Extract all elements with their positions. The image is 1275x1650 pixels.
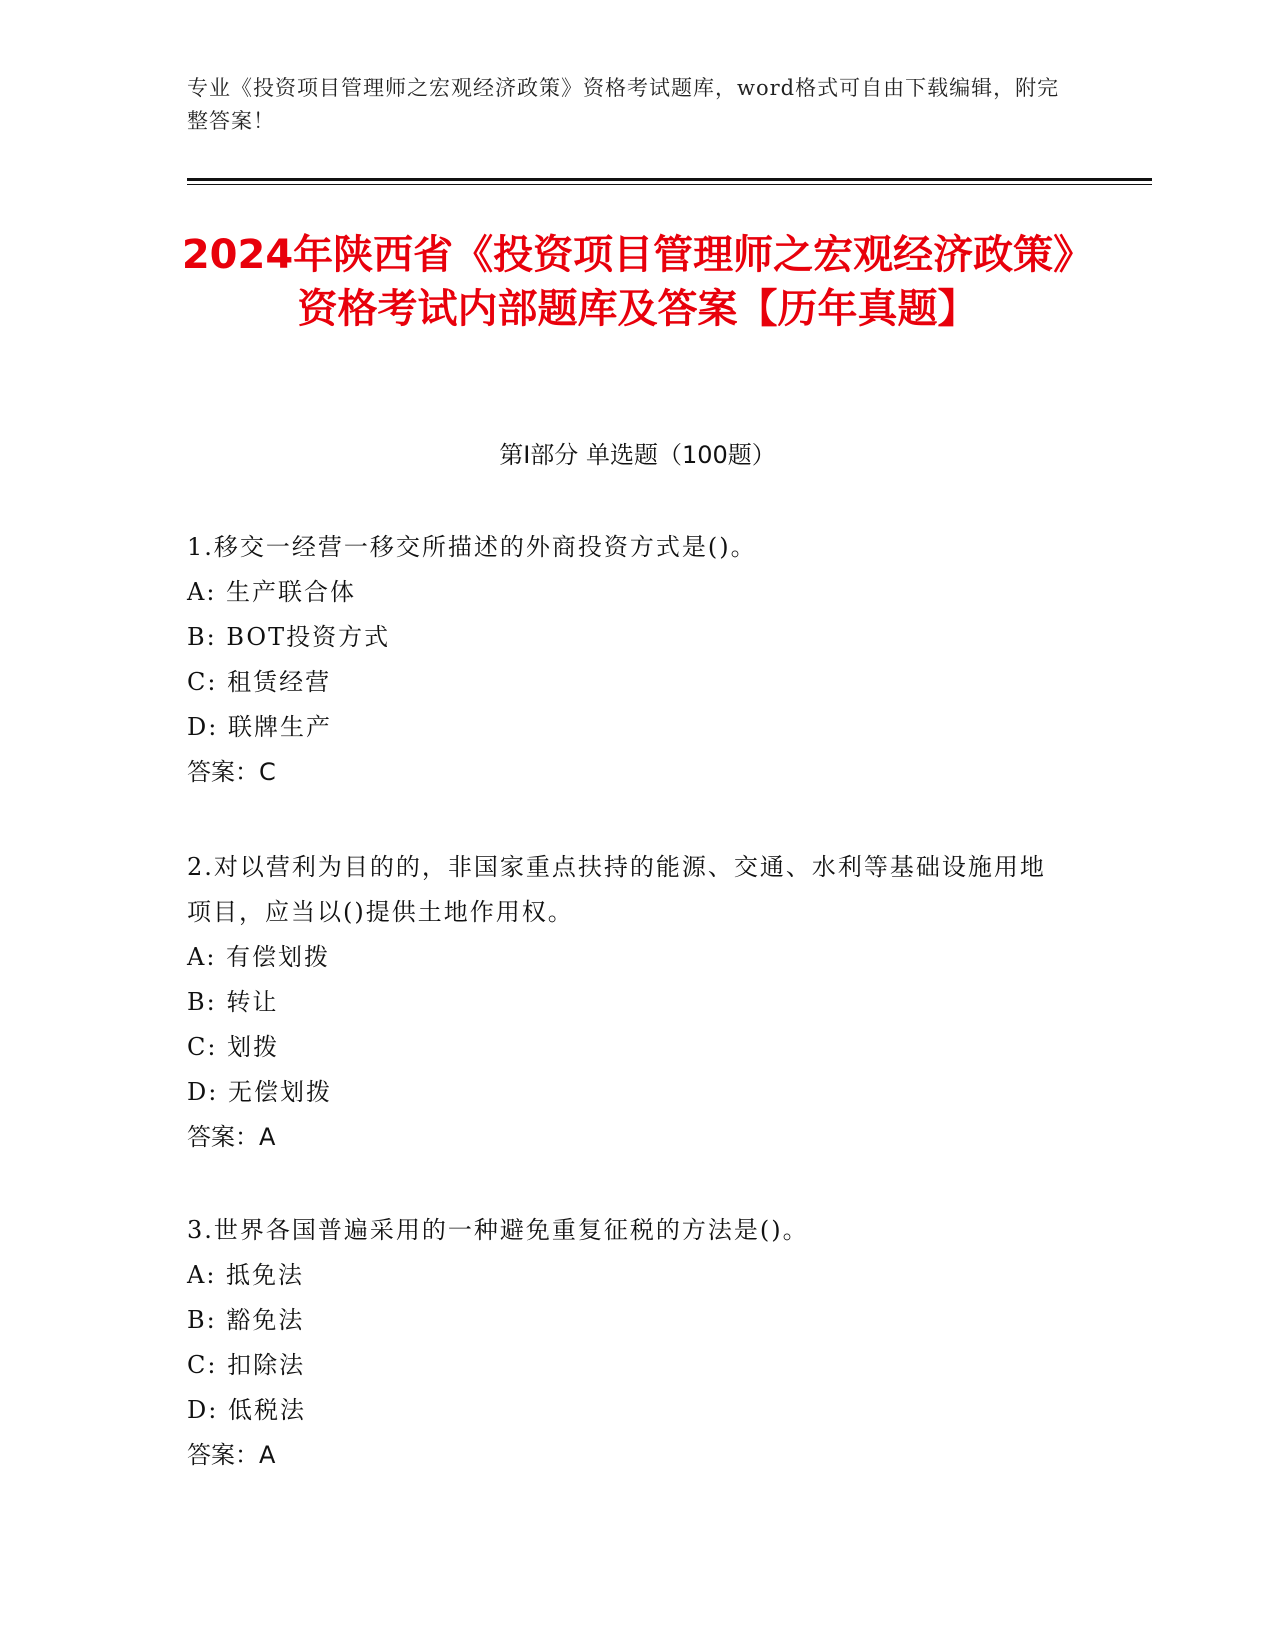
option-c: C: 划拨 — [187, 1033, 280, 1061]
option-a: A: 生产联合体 — [187, 578, 357, 606]
option-b: B: 豁免法 — [187, 1306, 305, 1334]
option-a: A: 有偿划拨 — [187, 943, 331, 971]
option-b: B: 转让 — [187, 988, 279, 1016]
question-2 — [187, 845, 1067, 1160]
option-d: D: 低税法 — [187, 1396, 306, 1424]
option-c: C: 扣除法 — [187, 1351, 306, 1379]
answer: 答案：A — [187, 1123, 276, 1151]
option-c: C: 租赁经营 — [187, 668, 332, 696]
header-note: 专业《投资项目管理师之宏观经济政策》资格考试题库，word格式可自由下载编辑，附完整答案！ — [187, 76, 1060, 133]
question-stem: 1.移交一经营一移交所描述的外商投资方式是()。 — [187, 533, 757, 561]
option-d: D: 无偿划拨 — [187, 1078, 332, 1106]
answer: 答案：C — [187, 758, 276, 786]
question-stem: 3.世界各国普遍采用的一种避免重复征税的方法是()。 — [187, 1216, 809, 1244]
answer: 答案：A — [187, 1441, 276, 1469]
question-3 — [187, 1208, 1067, 1478]
question-stem: 2.对以营利为目的的，非国家重点扶持的能源、交通、水利等基础设施用地项目，应当以()提供土地作用权。 — [187, 853, 1046, 926]
section-heading: 第Ⅰ部分 单选题（100题） — [499, 441, 776, 469]
header-divider-thick — [187, 178, 1152, 181]
option-b: B: BOT投资方式 — [187, 623, 391, 651]
document-title: 2024年陕西省《投资项目管理师之宏观经济政策》资格考试内部题库及答案【历年真题】 — [181, 232, 1094, 332]
option-a: A: 抵免法 — [187, 1261, 305, 1289]
option-d: D: 联牌生产 — [187, 713, 332, 741]
question-1 — [187, 525, 1067, 795]
header-divider-thin — [187, 184, 1152, 185]
